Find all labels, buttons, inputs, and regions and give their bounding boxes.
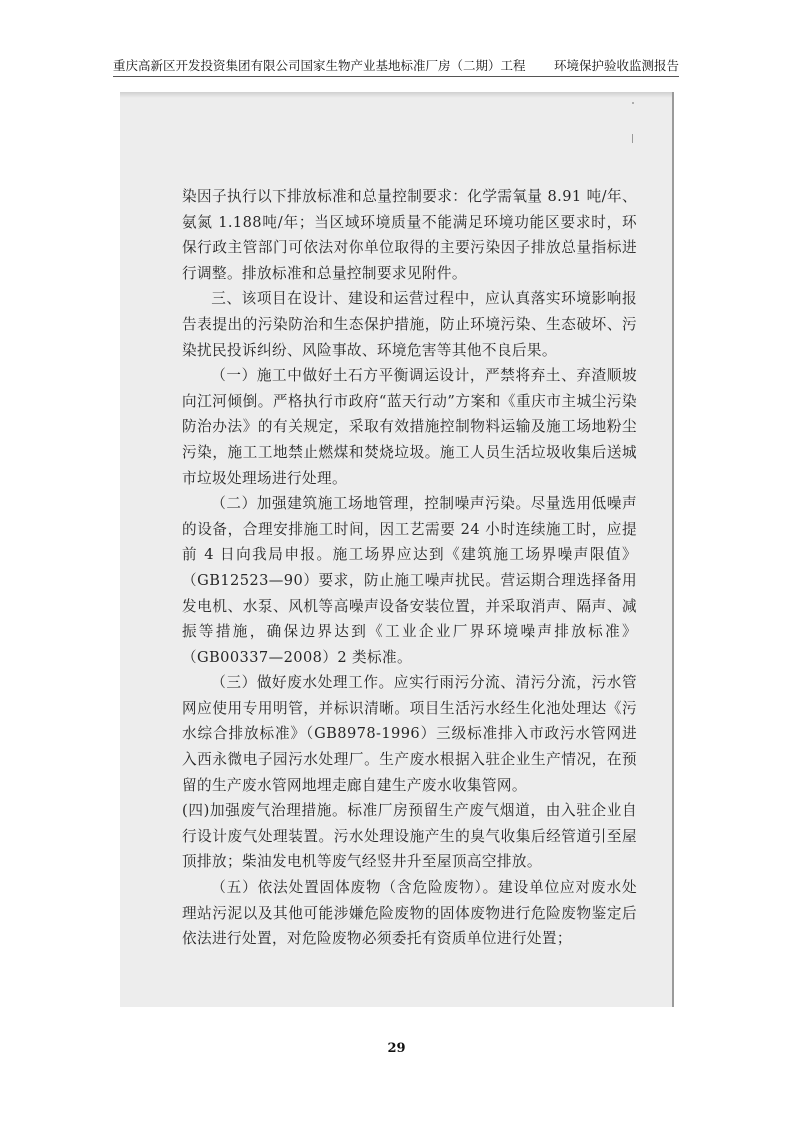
scan-speck <box>632 134 633 143</box>
paragraph: （一）施工中做好土石方平衡调运设计，严禁将弃土、弃渣顺坡向江河倾倒。严格执行市政府“蓝天行动”方案和《重庆市主城尘污染防治办法》的有关规定，采取有效措施控制物料运输及施工场地粉尘污染，施工工地禁止燃煤和焚烧垃圾。施工人员生活垃圾收集后送城市垃圾处理场进行处理。 <box>182 367 637 487</box>
scan-edge <box>120 92 672 98</box>
paragraph: 三、该项目在设计、建设和运营过程中，应认真落实环境影响报告表提出的污染防治和生态保护措施，防止环境污染、生态破坏、污染扰民投诉纠纷、风险事故、环境危害等其他不良后果。 <box>182 290 637 359</box>
page-number: 29 <box>387 1041 406 1056</box>
page-header <box>113 54 679 77</box>
paragraph: （二）加强建筑施工场地管理，控制噪声污染。尽量选用低噪声的设备，合理安排施工时间，因工艺需要 24 小时连续施工时，应提前 4 日向我局申报。施工场界应达到《建筑施工场界噪声限值》（GB12523—90）要求，防止施工噪声扰民。营运期合理选择备用发电机、水泵、风机等高噪声设备安装位置，并采取消声、隔声、减振等措施，确保边界达到《工业企业厂界环境噪声排放标准》（GB00337—2008）2 类标准。 <box>182 495 637 666</box>
header-project-title: 重庆高新区开发投资集团有限公司国家生物产业基地标准厂房（二期）工程 <box>113 58 526 73</box>
paragraph: (四)加强废气治理措施。标准厂房预留生产废气烟道，由入驻企业自行设计废气处理装置。污水处理设施产生的臭气收集后经管道引至屋顶排放；柴油发电机等废气经竖井升至屋顶高空排放。 <box>182 802 637 871</box>
document-body <box>182 184 637 952</box>
header-report-title: 环境保护验收监测报告 <box>553 58 679 73</box>
paragraph: 染因子执行以下排放标准和总量控制要求：化学需氧量 8.91 吨/年、氨氮 1.188吨/年；当区域环境质量不能满足环境功能区要求时，环保行政主管部门可依法对你单位取得的主要污染因子排放总量指标进行调整。排放标准和总量控制要求见附件。 <box>182 188 637 282</box>
paragraph: （五）依法处置固体废物（含危险废物）。建设单位应对废水处理站污泥以及其他可能涉嫌危险废物的固体废物进行危险废物鉴定后依法进行处置，对危险废物必须委托有资质单位进行处置； <box>182 879 637 948</box>
paragraph: （三）做好废水处理工作。应实行雨污分流、清污分流，污水管网应使用专用明管，并标识清晰。项目生活污水经生化池处理达《污水综合排放标准》（GB8978-1996）三级标准排入市政污水管网进入西永微电子园污水处理厂。生产废水根据入驻企业生产情况，在预留的生产废水管网地埋走廊自建生产废水收集管网。 <box>182 674 637 794</box>
scan-speck <box>632 102 634 104</box>
scanned-page <box>120 92 674 1007</box>
